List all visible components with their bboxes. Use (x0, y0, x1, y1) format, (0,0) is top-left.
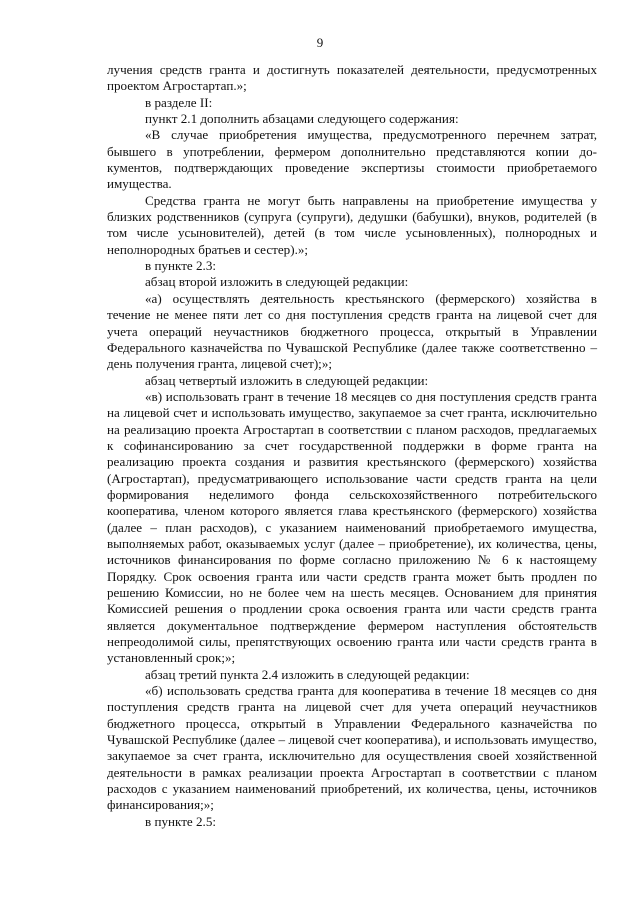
page-number: 9 (316, 35, 324, 50)
paragraph-continuation: лучения средств гранта и достигнуть показателей деятельности, предусмотренных проектом Агростартап.»; (107, 62, 597, 94)
paragraph-used-property: «В случае приобретения имущества, предусмотренного перечнем затрат, бывшего в употреблении, фермером дополнительно представляются копии документов, подтверждающих проведение экспертизы стоимости приобретаемого имущества. (107, 127, 597, 192)
paragraph-second-subclause-intro: абзац второй изложить в следующей редакции: (145, 274, 409, 290)
paragraph-clause-2-3: в пункте 2.3: (145, 258, 217, 274)
paragraph-subclause-b: «б) использовать средства гранта для кооператива в течение 18 месяцев со дня поступления средств гранта на лицевой счет для учета операций неучастников бюджетного процесса, открытый в Управлении Федерального казначейства по Чувашской Республике (далее – лицевой счет кооператива), и использовать имущество, закупаемое за счет гранта, исключительно для осуществления своей хозяйственной деятельности в рамках реализации проекта Агростартап в соответствии с планом расходов с указанием наименований приобретений, их количества, цены, источников финансирования;»; (107, 683, 597, 813)
paragraph-clause-2-4-intro: абзац третий пункта 2.4 изложить в следующей редакции: (145, 666, 470, 682)
paragraph-subclause-a: «а) осуществлять деятельность крестьянского (фермерского) хозяйства в течение не менее пяти лет со дня поступления средств гранта на лицевой счет для учета операций неучастников бюджетного процесса, открытый в Управлении Федерального казначейства по Чувашской Республике (далее также соответственно – день получения гранта, лицевой счет);»; (107, 290, 597, 372)
paragraph-clause-2-1: пункт 2.1 дополнить абзацами следующего содержания: (145, 111, 459, 127)
paragraph-section-ii-heading: в разделе II: (145, 94, 213, 110)
paragraph-clause-2-5: в пункте 2.5: (145, 813, 217, 829)
paragraph-relatives-restriction: Средства гранта не могут быть направлены на приобретение имущества у близких родственников (супруга (супруги), дедушки (бабушки), внуков, родителей (в том числе усыновителей), детей (в том числе усыновленных), полнородных и неполнородных братьев и сестер).»; (107, 192, 597, 257)
document-body (107, 62, 597, 830)
paragraph-fourth-subclause-intro: абзац четвертый изложить в следующей редакции: (145, 372, 429, 388)
paragraph-subclause-v: «в) использовать грант в течение 18 месяцев со дня поступления средств гранта на лицевой счет и использовать имущество, закупаемое за счет гранта, исключительно на реализацию проекта Агростартап в соответствии с планом расходов, предлагаемых к софинансированию за счет государственной поддержки в форме гранта на реализацию проекта создания и развития крестьянского (фермерского) хозяйства (Агростартап), предусматривающего использование части средств гранта на цели формирования неделимого фонда сельскохозяйственного потребительского кооператива, членом которого является глава крестьянского (фермерского) хозяйства (далее – план расходов), с указанием наименований приобретаемого имущества, выполняемых работ, оказываемых услуг (далее – приобретение), их количества, цены, источников финансирования по форме согласно приложению № 6 к настоящему Порядку. Срок освоения гранта или части средств гранта может быть продлен по решению Комиссии, но не более чем на шесть месяцев. Основанием для принятия Комиссией решения о продлении срока освоения гранта или части средств гранта является документальное подтверждение фермером наступления обстоятельств непреодолимой силы, препятствующих освоению гранта или части средств гранта в установленный срок;»; (107, 388, 597, 666)
